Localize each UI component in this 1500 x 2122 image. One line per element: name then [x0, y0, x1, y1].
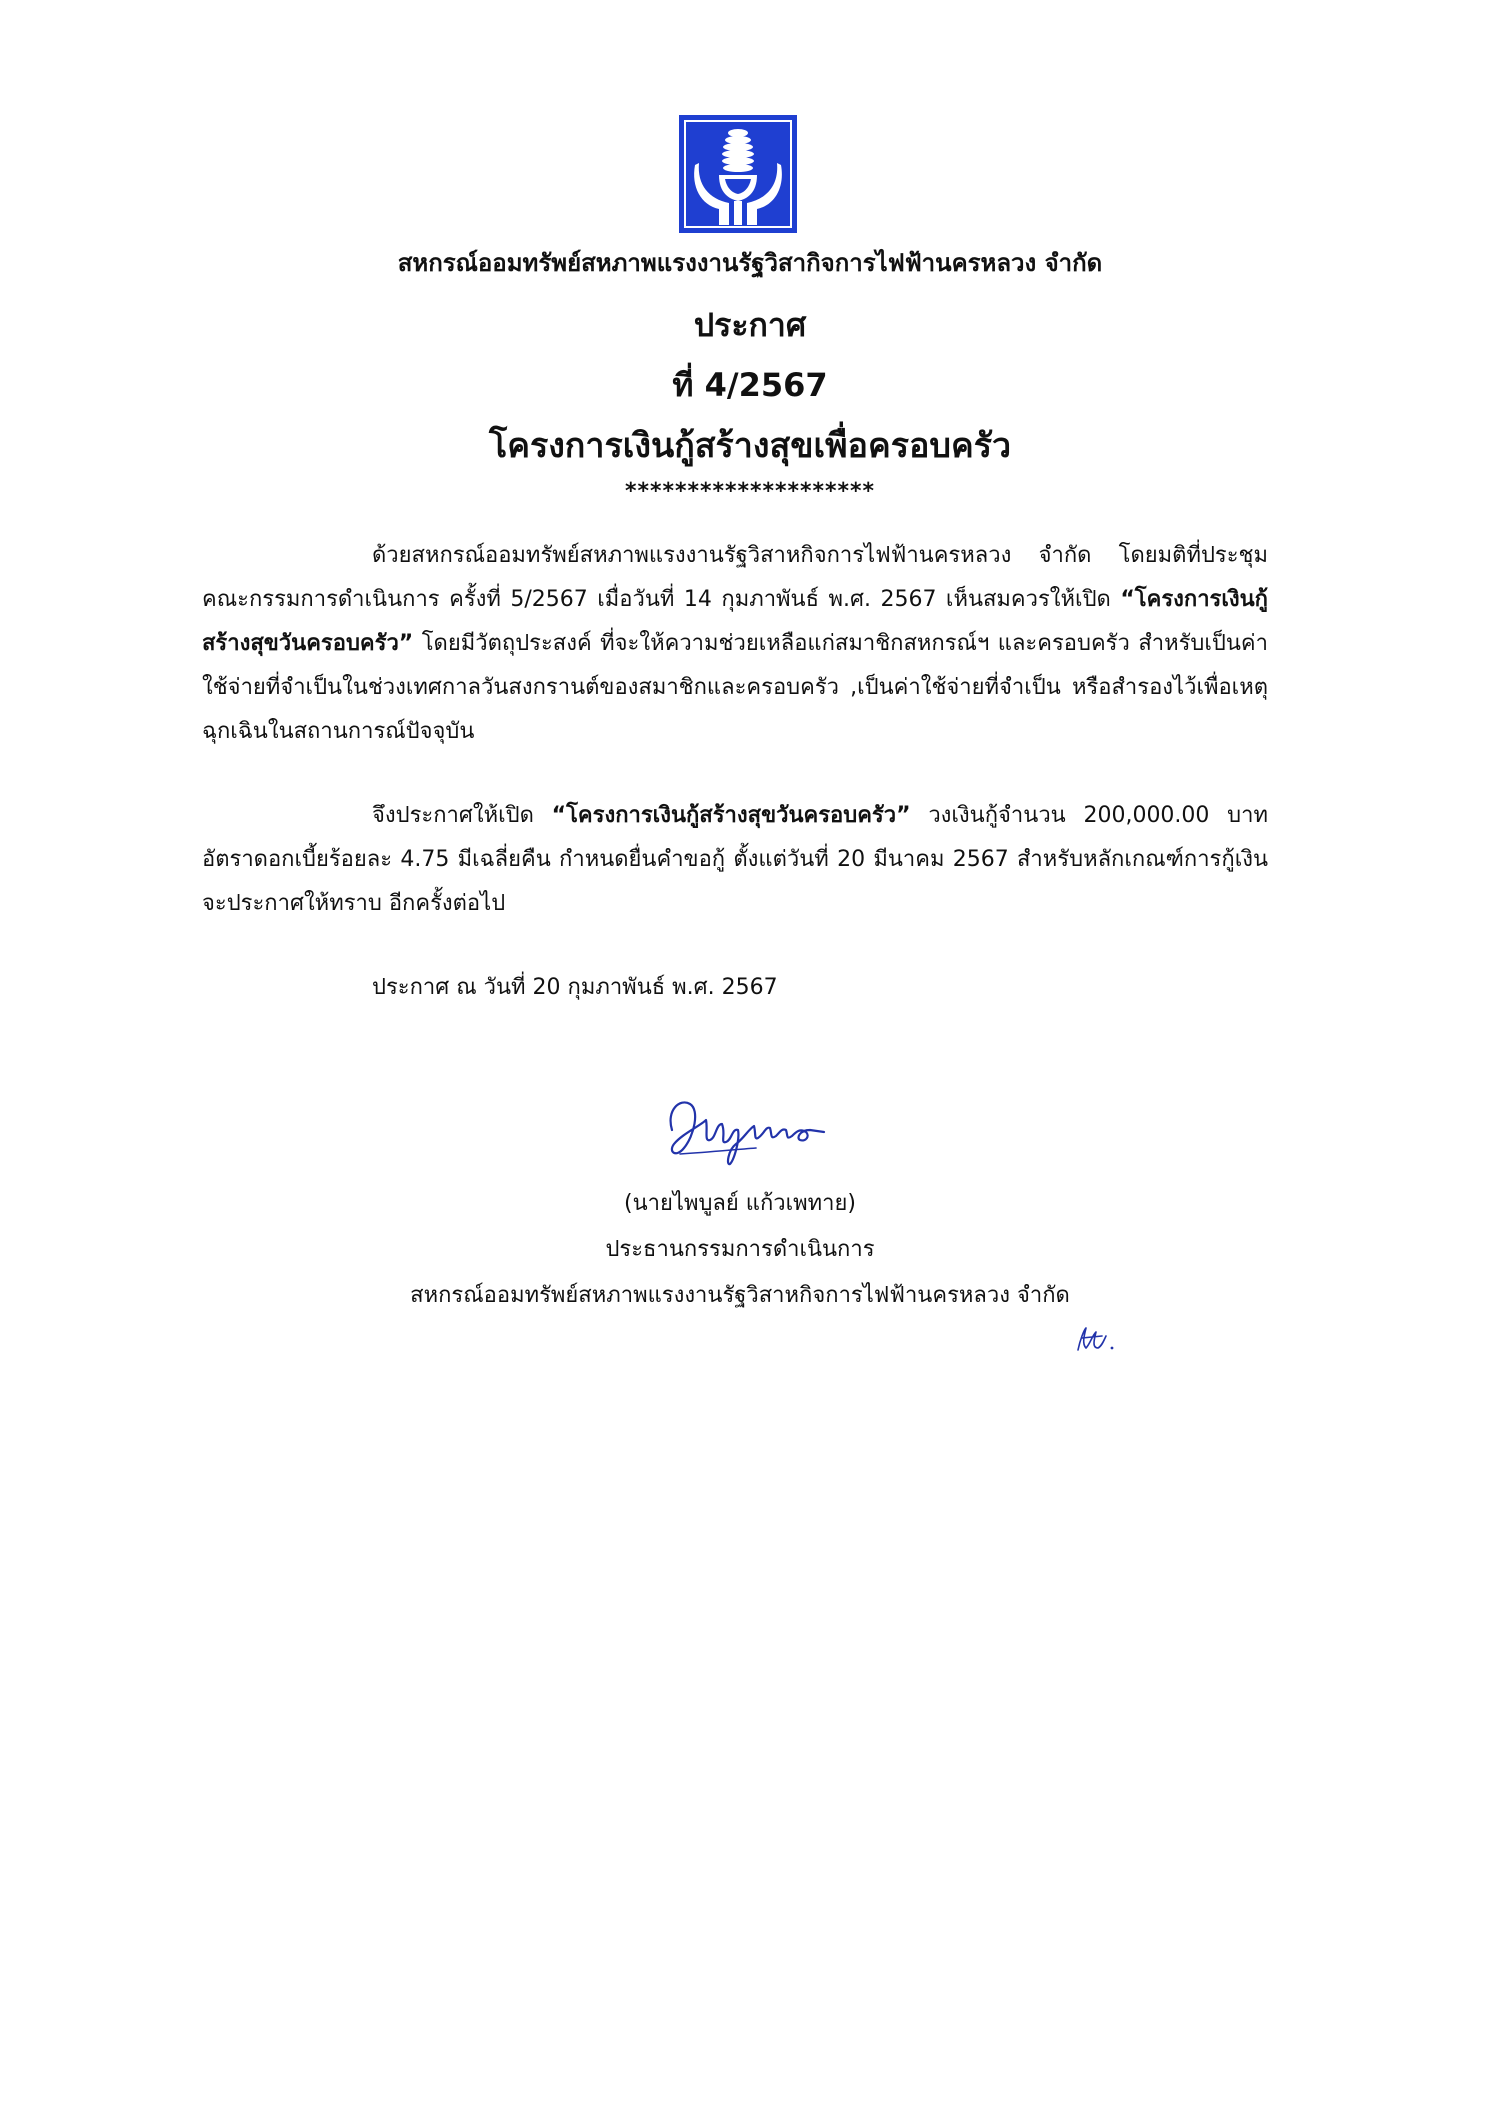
paragraph-purpose-text-2: โดยมีวัตถุประสงค์ ที่จะให้ความช่วยเหลือแก่สมาชิกสหกรณ์ฯ และครอบครัว สำหรับเป็นค่าใช้จ่ายที่จำเป็นในช่วงเทศกาลวันสงกรานต์ของสมาชิกและครอบครัว ,เป็นค่าใช้จ่ายที่จำเป็น หรือสำรองไว้เพื่อเหตุฉุกเฉินในสถานการณ์ปัจจุบัน [202, 631, 1268, 744]
announcement-heading: ประกาศ [693, 306, 807, 344]
signatory-name: (นายไพบูลย์ แก้วเพทาย) [624, 1191, 856, 1216]
paragraph-loan-details [202, 794, 1268, 926]
handwritten-signature-icon [660, 1090, 830, 1170]
paragraph-purpose-text-1: ด้วยสหกรณ์ออมทรัพย์สหภาพแรงงานรัฐวิสาหกิจการไฟฟ้านครหลวง จำกัด โดยมติที่ประชุมคณะกรรมการดำเนินการ ครั้งที่ 5/2567 เมื่อวันที่ 14 กุมภาพันธ์ พ.ศ. 2567 เห็นสมควรให้เปิด [202, 543, 1268, 612]
paragraph-loan-text-2: วงเงินกู้จำนวน 200,000.00 บาท อัตราดอกเบี้ยร้อยละ 4.75 มีเฉลี่ยคืน กำหนดยื่นคำขอกู้ ตั้งแต่วันที่ 20 มีนาคม 2567 สำหรับหลักเกณฑ์การกู้เงิน จะประกาศให้ทราบ อีกครั้งต่อไป [202, 803, 1268, 916]
paragraph-loan-text-1: จึงประกาศให้เปิด [372, 803, 552, 828]
paragraph-loan-project-name: “โครงการเงินกู้สร้างสุขวันครอบครัว” [551, 803, 911, 828]
organization-name: สหกรณ์ออมทรัพย์สหภาพแรงงานรัฐวิสากิจการไฟฟ้านครหลวง จำกัด [397, 249, 1103, 277]
paragraph-purpose-project-name: “โครงการเงินกู้สร้างสุขวันครอบครัว” [202, 587, 1268, 656]
announcement-number: ที่ 4/2567 [672, 366, 828, 404]
signatory-title: ประธานกรรมการดำเนินการ [605, 1237, 875, 1262]
handwritten-initial-icon [1072, 1322, 1118, 1358]
cooperative-logo-icon [679, 115, 797, 233]
signatory-organization: สหกรณ์ออมทรัพย์สหภาพแรงงานรัฐวิสาหกิจการไฟฟ้านครหลวง จำกัด [410, 1283, 1070, 1308]
paragraph-purpose [202, 534, 1268, 754]
project-title: โครงการเงินกู้สร้างสุขเพื่อครอบครัว [488, 426, 1012, 466]
separator-stars: ******************** [624, 479, 876, 504]
announcement-date: ประกาศ ณ วันที่ 20 กุมภาพันธ์ พ.ศ. 2567 [372, 975, 778, 1000]
